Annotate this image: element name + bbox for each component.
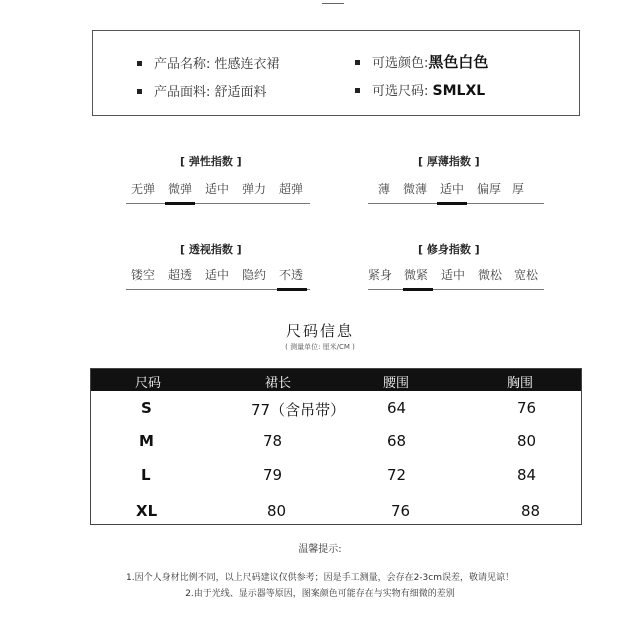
cell-size: M <box>139 432 154 450</box>
cell-length: 77（含吊带） <box>251 401 346 419</box>
product-size-item <box>355 80 485 99</box>
product-color-value: 黑色白色 <box>428 53 489 71</box>
product-name-label: 产品名称: <box>154 57 211 72</box>
product-color-item <box>355 51 488 72</box>
thickness-title: [ 厚薄指数 ] <box>418 155 480 168</box>
scale-option: 无弹 <box>131 182 156 196</box>
cell-length: 79 <box>263 466 283 484</box>
scale-option: 超弹 <box>279 182 304 196</box>
cell-bust: 88 <box>521 502 541 520</box>
tip-line: 2.由于光线、显示器等原因，图案颜色可能存在与实物有细微的差别 <box>185 589 455 599</box>
scale-option: 适中 <box>205 268 230 282</box>
cell-size: L <box>141 466 151 484</box>
scale-option: 紧身 <box>368 268 393 282</box>
fit-title: [ 修身指数 ] <box>418 243 480 256</box>
size-table-header <box>91 369 581 391</box>
scale-option: 不透 <box>279 268 304 282</box>
scale-track <box>368 289 544 290</box>
scale-option: 薄 <box>378 182 391 196</box>
product-name-item <box>137 53 280 72</box>
cell-size: XL <box>136 502 158 520</box>
product-size-label: 可选尺码: <box>372 84 429 99</box>
scale-option: 适中 <box>441 268 466 282</box>
scale-option: 隐约 <box>242 268 267 282</box>
product-info-box <box>92 30 580 116</box>
scale-option: 适中 <box>440 182 465 196</box>
product-color-label: 可选颜色: <box>372 56 429 71</box>
size-table <box>90 368 582 525</box>
scale-option: 微薄 <box>403 182 428 196</box>
cell-length: 80 <box>267 502 287 520</box>
scale-option: 适中 <box>205 182 230 196</box>
product-fabric-label: 产品面料: <box>154 85 211 100</box>
header-waist: 腰围 <box>383 376 410 391</box>
tip-line: 1.因个人身材比例不同，以上尺码建议仅供参考；因是手工测量，会存在2-3cm误差，敬请见谅！ <box>125 573 514 583</box>
cell-waist: 64 <box>387 399 407 417</box>
scale-option: 微紧 <box>404 268 429 282</box>
cell-waist: 76 <box>391 502 411 520</box>
scale-option: 微松 <box>478 268 503 282</box>
bullet-icon <box>355 88 360 93</box>
bullet-icon <box>137 89 142 94</box>
scale-option: 偏厚 <box>477 182 502 196</box>
scale-option: 宽松 <box>514 268 539 282</box>
scale-option: 镂空 <box>131 268 156 282</box>
transparency-title: [ 透视指数 ] <box>180 243 242 256</box>
size-info-unit: ( 测量单位: 厘米/CM ) <box>285 343 355 351</box>
cell-bust: 84 <box>517 466 537 484</box>
scale-track <box>126 203 310 204</box>
elasticity-title: [ 弹性指数 ] <box>180 155 242 168</box>
cell-size: S <box>141 399 152 417</box>
bullet-icon <box>355 60 360 65</box>
header-bust: 胸围 <box>507 376 534 391</box>
top-divider <box>322 3 344 4</box>
scale-selected-marker <box>165 202 195 205</box>
product-fabric-value: 舒适面料 <box>214 85 267 100</box>
scale-selected-marker <box>437 202 467 205</box>
header-length: 裙长 <box>265 376 292 391</box>
tips-title: 温馨提示: <box>298 544 342 555</box>
cell-bust: 76 <box>517 399 537 417</box>
bullet-icon <box>137 61 142 66</box>
header-size: 尺码 <box>135 376 162 391</box>
cell-length: 78 <box>263 432 283 450</box>
scale-option: 弹力 <box>242 182 267 196</box>
cell-waist: 72 <box>387 466 407 484</box>
cell-bust: 80 <box>517 432 537 450</box>
product-fabric-item <box>137 81 267 100</box>
product-name-value: 性感连衣裙 <box>214 57 280 72</box>
cell-waist: 68 <box>387 432 407 450</box>
scale-option: 超透 <box>168 268 193 282</box>
scale-option: 微弹 <box>168 182 193 196</box>
scale-option: 厚 <box>512 182 525 196</box>
scale-selected-marker <box>403 288 433 291</box>
product-size-value: SMLXL <box>432 83 486 99</box>
size-info-title: 尺码信息 <box>285 322 354 340</box>
scale-selected-marker <box>277 288 307 291</box>
